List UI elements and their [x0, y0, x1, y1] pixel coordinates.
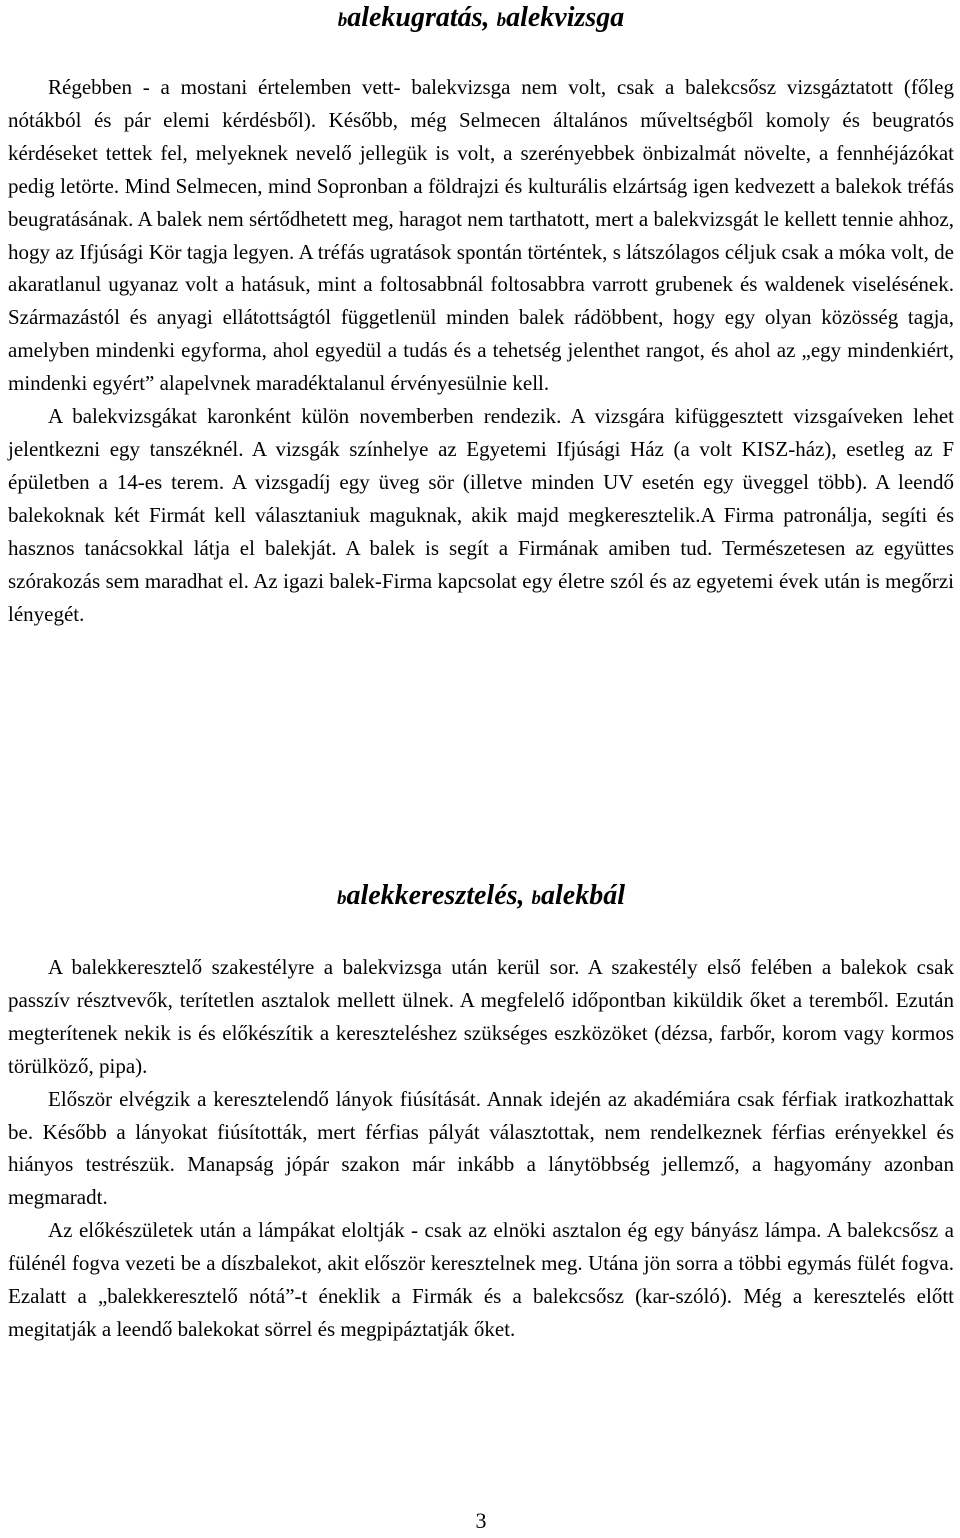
section-body-balekkereszteles: [8, 951, 954, 1346]
heading-text: alekkeresztelés,: [346, 880, 532, 911]
heading-cap: b: [531, 888, 542, 909]
paragraph: A balekvizsgákat karonként külön novemberben rendezik. A vizsgára kifüggesztett vizsgaíveken lehet jelentkezni egy tanszéknél. A vizsgák színhelye az Egyetemi Ifjúsági Ház (a volt KISZ-ház), esetleg az F épületben a 14-es terem. A vizsgadíj egy üveg sör (illetve minden UV esetén egy üveggel több). A leendő balekoknak két Firmát kell választaniuk maguknak, akik majd megkeresztelik.A Firma patronálja, segíti és hasznos tanácsokkal látja el balekját. A balek is segít a Firmának amiben tud. Természetesen az együttes szórakozás sem maradhat el. Az igazi balek-Firma kapcsolat egy életre szól és az egyetemi évek után is megőrzi lényegét.: [8, 404, 954, 626]
heading-text: alekvizsga: [506, 2, 625, 33]
paragraph: Régebben - a mostani értelemben vett- balekvizsga nem volt, csak a balekcsősz vizsgáztatott (főleg nótákból és pár elemi kérdésből). Később, még Selmecen általános műveltségből komoly és beugratós kérdéseket tettek fel, melyeknek nevelő jellegük is volt, a szerényebbek önbizalmát növelte, a fennhéjázókat pedig letörte. Mind Selmecen, mind Sopronban a földrajzi és kulturális elzártság igen kedvezett a balekok tréfás beugratásának. A balek nem sértődhetett meg, haragot nem tarthatott, mert a balekvizsgát le kellett tennie ahhoz, hogy az Ifjúsági Kör tagja legyen. A tréfás ugratások spontán történtek, s látszólagos céljuk csak a móka volt, de akaratlanul ugyanaz volt a hatásuk, mint a foltosabbnál foltosabbra varrott grubenek és waldenek viselésének. Származástól és anyagi ellátottságtól függetlenül minden balek rádöbbent, hogy egy olyan közösség tagja, amelyben mindenki egyforma, ahol egyedül a tudás és a tehetség jelenthet rangot, és ahol az „egy mindenkiért, mindenki egyért” alapelvnek maradéktalanul érvényesülnie kell.: [8, 75, 954, 396]
heading-cap: b: [337, 10, 348, 31]
paragraph: Az előkészületek után a lámpákat eloltják - csak az elnöki asztalon ég egy bányász lámpa. A balekcsősz a fülénél fogva vezeti be a díszbalekot, akit először keresztelnek meg. Utána jön sorra a többi egymás fülét fogva. Ezalatt a „balekkeresztelő nótá”-t éneklik a Firmák és a balekcsősz (kar-szóló). Még a keresztelés előtt megitatják a leendő balekokat sörrel és megpipáztatják őket.: [8, 1218, 954, 1341]
heading-text: alekbál: [541, 880, 626, 911]
paragraph: A balekkeresztelő szakestélyre a balekvizsga után kerül sor. A szakestély első felében a balekok csak passzív résztvevők, terítetlen asztalok mellett ülnek. A megfelelő időpontban kiküldik őket a teremből. Ezután megterítenek nekik is és előkészítik a kereszteléshez szükséges eszközöket (dézsa, farbőr, korom vagy kormos törülköző, pipa).: [8, 955, 954, 1078]
section-body-balekugratas: [8, 71, 954, 630]
paragraph: Először elvégzik a keresztelendő lányok fiúsítását. Annak idején az akadémiára csak férfiak iratkozhattak be. Később a lányokat fiúsították, mert férfias pályát választottak, nem rendelkeznek férfias erényekkel és hiányos testrészük. Manapság jópár szakon már inkább a lánytöbbség jellemző, a hagyomány azonban megmaradt.: [8, 1086, 954, 1210]
page-number: 3: [475, 1508, 487, 1533]
heading-text: alekugratás,: [347, 2, 497, 33]
heading-cap: b: [336, 888, 347, 909]
document-page: [8, 0, 954, 1538]
section-heading-balekkereszteles: [8, 880, 954, 915]
section-heading-balekugratas: [8, 2, 954, 37]
heading-cap: b: [496, 10, 507, 31]
